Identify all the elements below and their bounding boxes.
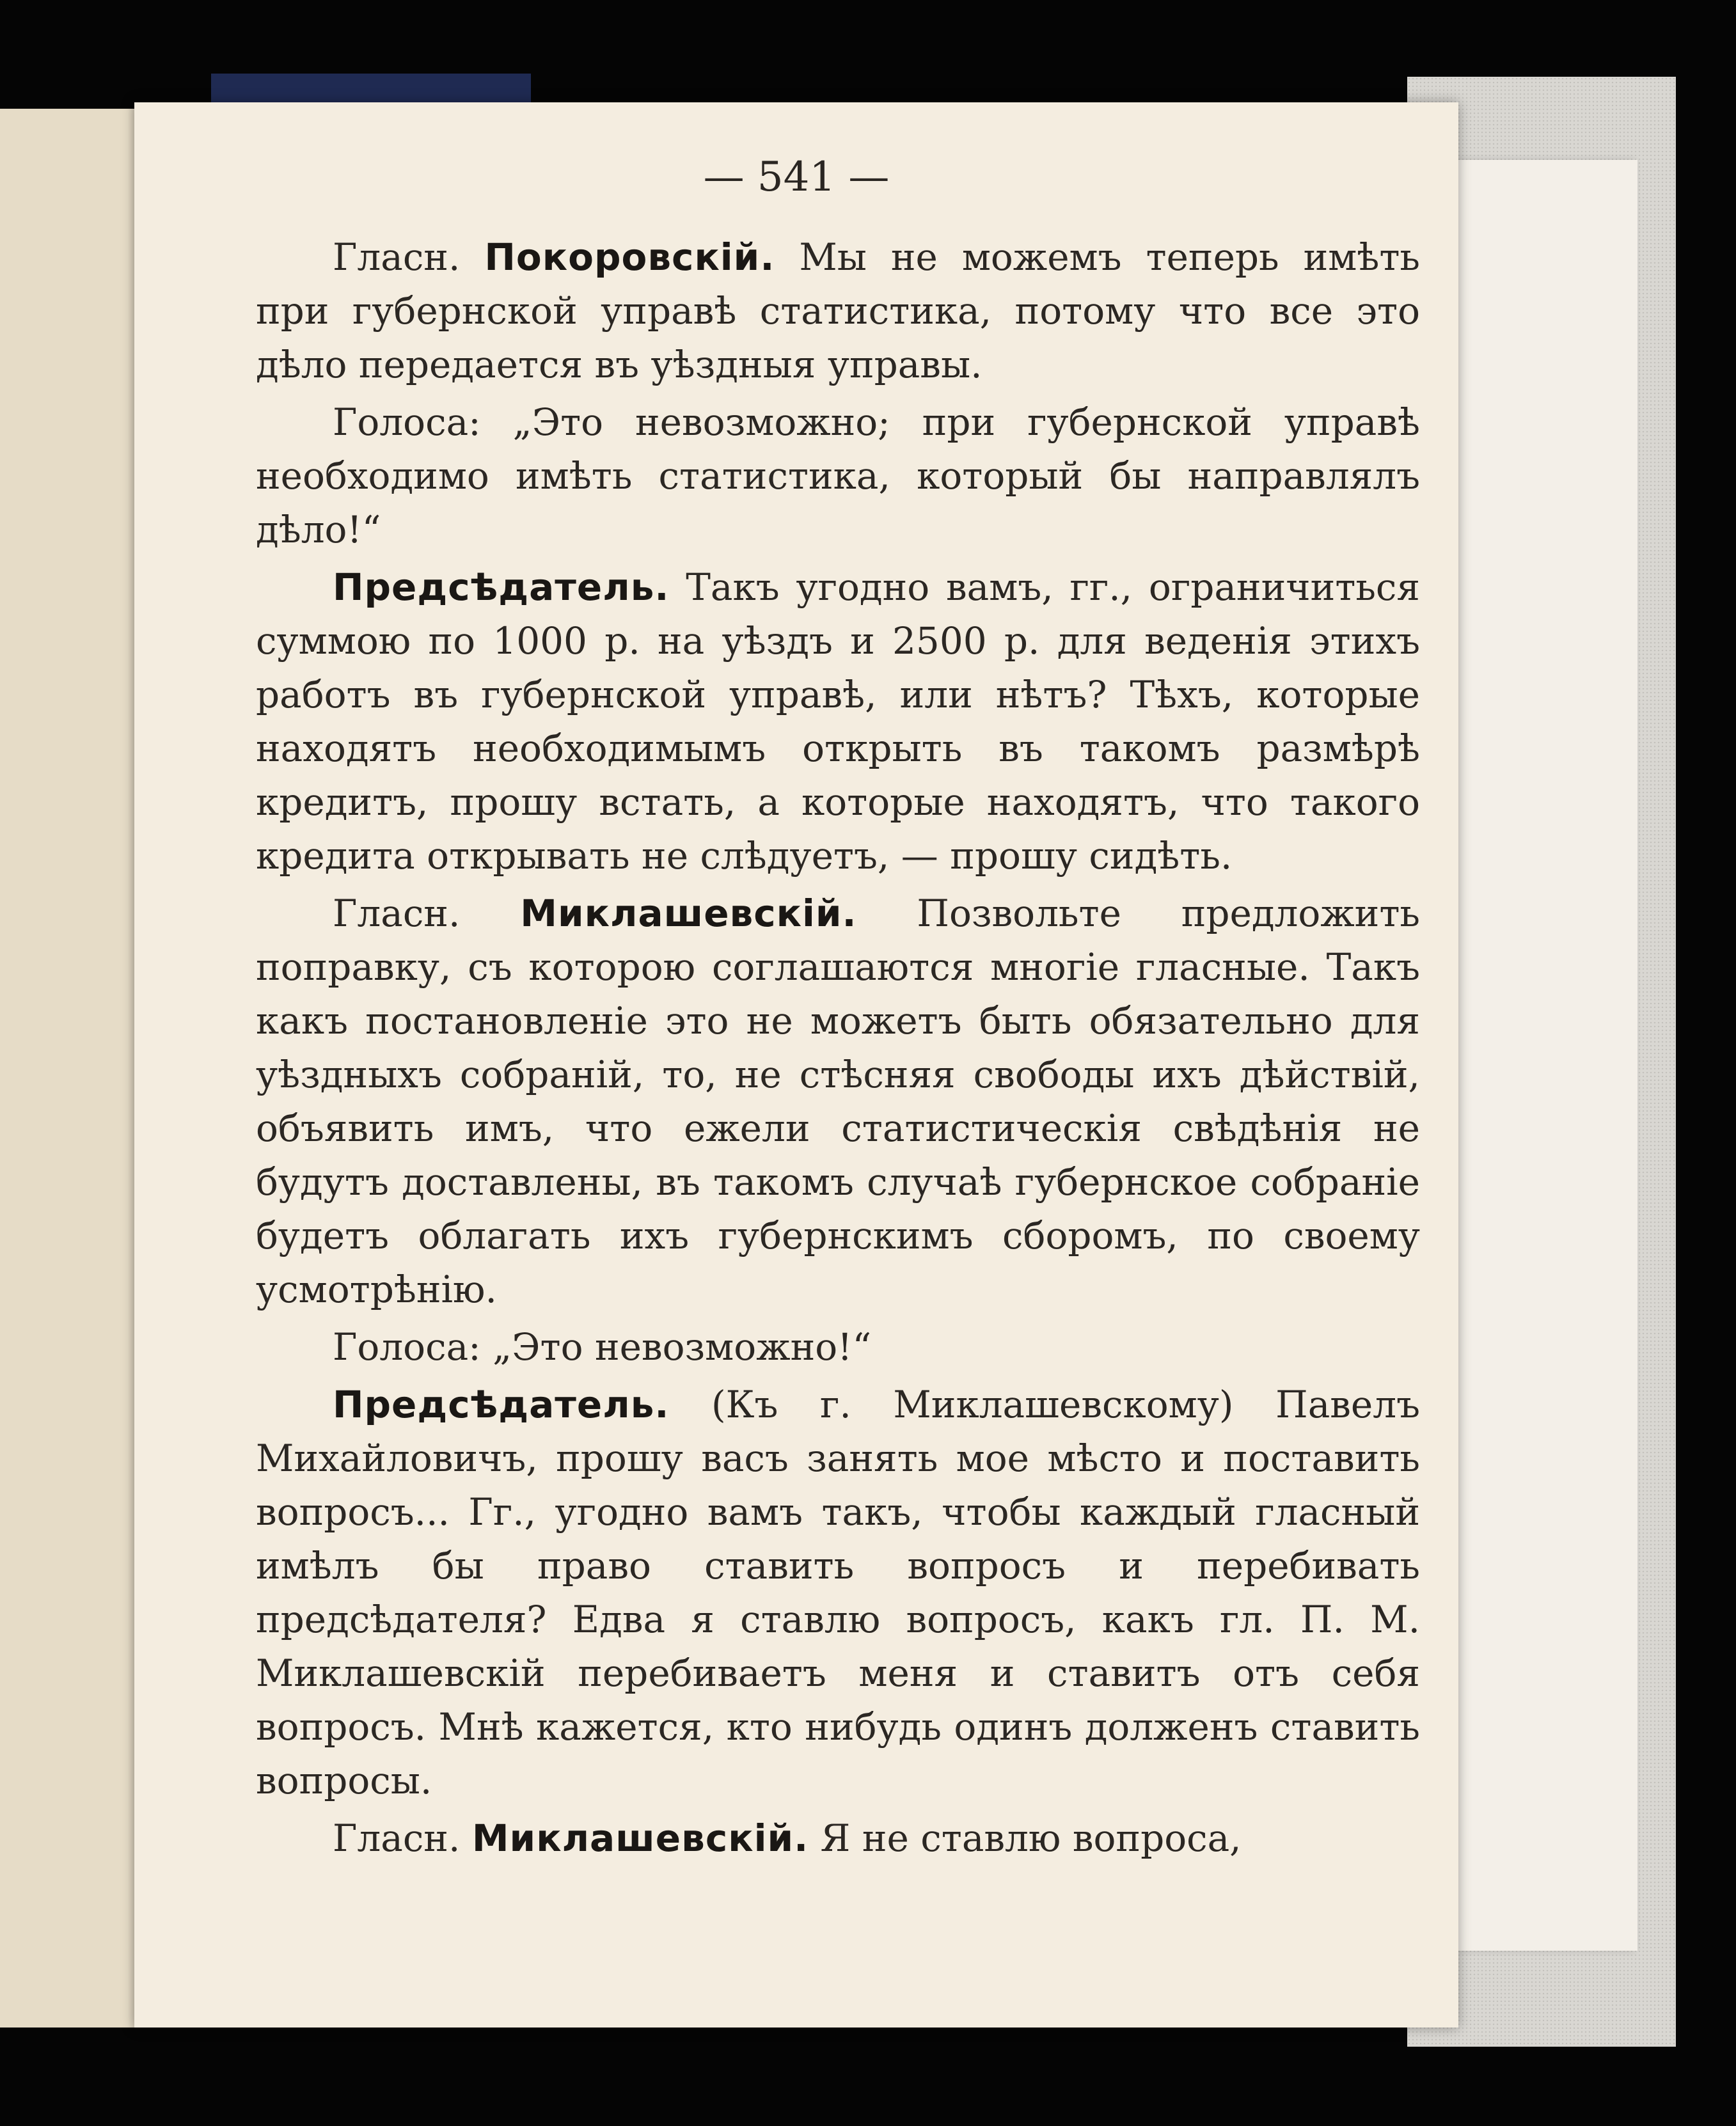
paragraph-2 — [256, 395, 1420, 556]
paragraph-text: Позвольте предложить поправку, съ которою соглашаются многіе гласные. Такъ какъ постановленіе это не можетъ быть обязательно для уѣздныхъ собраній, то, не стѣсняя свободы ихъ дѣйствій, объявить имъ, что ежели статистическія свѣдѣнія не будутъ доставлены, въ такомъ случаѣ губернское собраніе будетъ облагать ихъ губернскимъ сборомъ, по своему усмотрѣнію. — [256, 892, 1420, 1311]
paragraph-text: (Къ г. Миклашевскому) Павелъ Михайловичъ, прошу васъ занять мое мѣсто и поставить вопросъ... Гг., угодно вамъ такъ, чтобы каждый гласный имѣлъ бы право ставить вопросъ и перебивать предсѣдателя? Едва я ставлю вопросъ, какъ гл. П. М. Миклашевскій перебиваетъ меня и ставитъ отъ себя вопросъ. Мнѣ кажется, кто нибудь одинъ долженъ ставить вопросы. — [256, 1383, 1420, 1802]
speaker-prefix: Гласн. — [333, 892, 521, 935]
speaker-name: Предсѣдатель. — [333, 565, 670, 609]
paragraph-6 — [256, 1378, 1420, 1807]
speaker-prefix: Гласн. — [333, 235, 485, 279]
paragraph-3 — [256, 560, 1420, 883]
speaker-name: Миклашевскій. — [520, 892, 857, 935]
paragraph-1 — [256, 230, 1420, 391]
speaker-name: Покоровскій. — [484, 235, 775, 279]
paragraph-text: Голоса: „Это невозможно!“ — [333, 1325, 872, 1369]
book-page — [134, 102, 1458, 2028]
paragraph-5 — [256, 1320, 1420, 1374]
paragraph-text: Я не ставлю вопроса, — [809, 1816, 1242, 1860]
speaker-name: Предсѣдатель. — [333, 1383, 670, 1426]
page-text — [256, 230, 1420, 1869]
paragraph-4 — [256, 886, 1420, 1316]
paragraph-text: Голоса: „Это невозможно; при губернской управѣ необходимо имѣть статистика, который бы направлялъ дѣло!“ — [256, 400, 1420, 551]
paragraph-7 — [256, 1811, 1420, 1865]
page-number: — 541 — — [703, 154, 890, 201]
speaker-name: Миклашевскій. — [471, 1816, 809, 1860]
paragraph-text: Мы не можемъ теперь имѣть при губернской управѣ статистика, потому что все это дѣло передается въ уѣздныя управы. — [256, 235, 1421, 386]
paragraph-text: Такъ угодно вамъ, гг., ограничиться суммою по 1000 р. на уѣздъ и 2500 р. для веденія этихъ работъ въ губернской управѣ, или нѣтъ? Тѣхъ, которые находятъ необходимымъ открыть въ такомъ размѣрѣ кредитъ, прошу встать, а которые находятъ, что такого кредита открывать не слѣдуетъ, — прошу сидѣть. — [256, 565, 1420, 878]
speaker-prefix: Гласн. — [333, 1816, 472, 1860]
underlying-page — [1458, 160, 1637, 1951]
